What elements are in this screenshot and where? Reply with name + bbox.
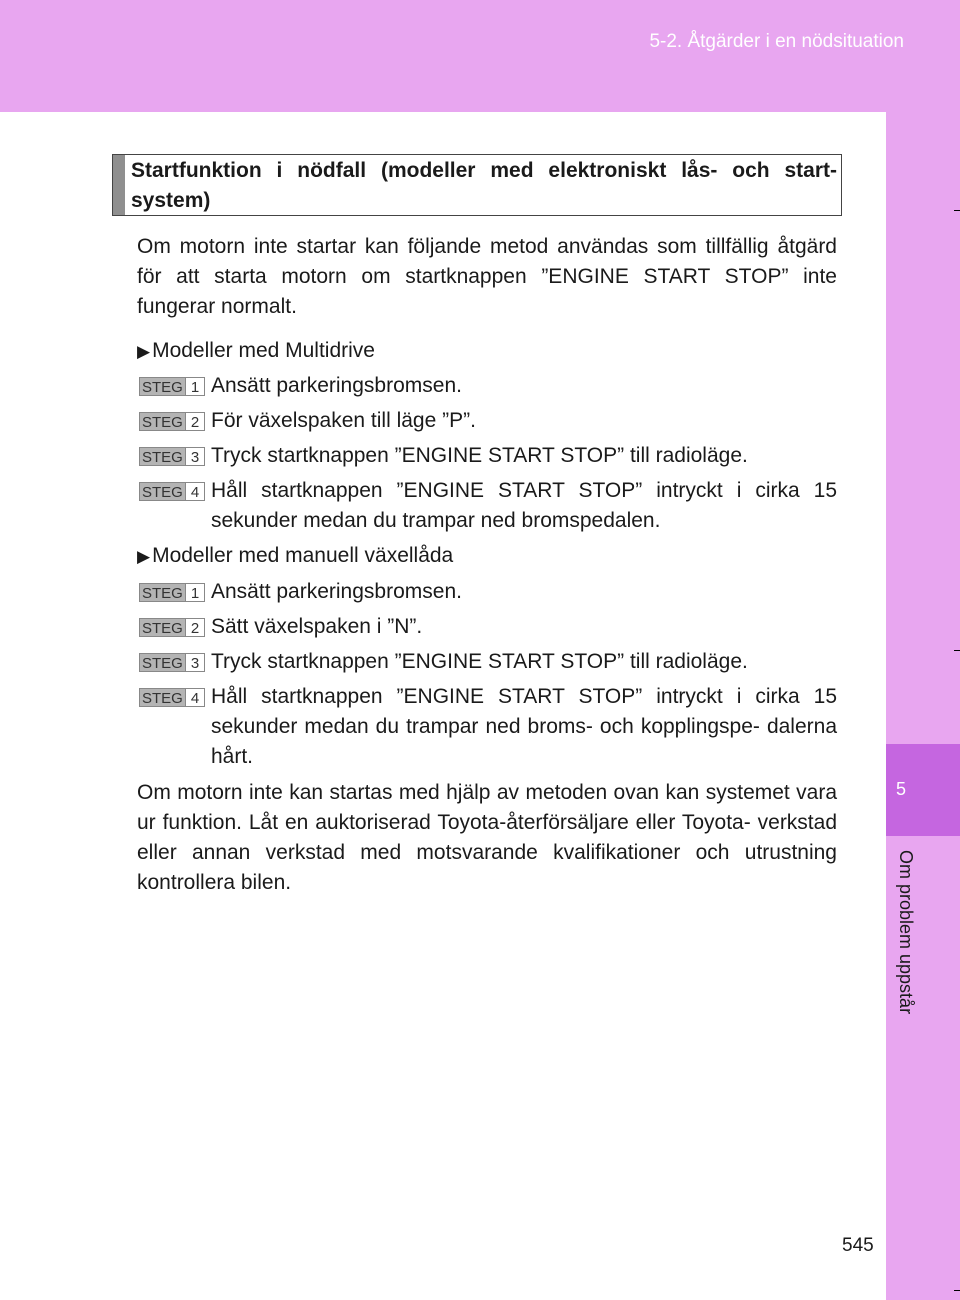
edge-tick	[954, 1290, 960, 1291]
step-number: 4	[186, 688, 205, 707]
subheading-manual	[137, 541, 453, 572]
page-number: 545	[842, 1235, 874, 1256]
step-text: Håll startknappen ”ENGINE START STOP” intryckt i cirka 15 sekunder medan du trampar ned bromspedalen.	[211, 479, 837, 532]
step-item	[137, 612, 837, 642]
step-badge	[139, 447, 205, 466]
triangle-bullet-icon: ▶	[137, 342, 151, 361]
step-label: STEG	[139, 377, 186, 396]
step-badge	[139, 618, 205, 637]
section-title: 5-2. Åtgärder i en nödsituation	[649, 31, 904, 52]
step-text: Tryck startknappen ”ENGINE START STOP” till radioläge.	[211, 650, 748, 673]
closing-paragraph-wrap	[137, 778, 837, 898]
subheading-multidrive	[137, 336, 375, 367]
step-badge	[139, 482, 205, 501]
step-badge	[139, 377, 205, 396]
edge-tick	[954, 210, 960, 211]
step-badge	[139, 412, 205, 431]
step-text: Sätt växelspaken i ”N”.	[211, 615, 423, 638]
chapter-number-tab	[886, 744, 960, 836]
triangle-bullet-icon: ▶	[137, 547, 151, 566]
intro-paragraph-wrap	[137, 232, 837, 322]
step-label: STEG	[139, 412, 186, 431]
section-heading-box	[112, 154, 842, 216]
subheading-text: Modeller med manuell växellåda	[152, 544, 454, 567]
chapter-title: Om problem uppstår	[896, 850, 916, 1015]
step-text: Ansätt parkeringsbromsen.	[211, 374, 462, 397]
step-item	[137, 476, 837, 536]
chapter-side-tab	[886, 112, 960, 1300]
step-text: För växelspaken till läge ”P”.	[211, 409, 476, 432]
step-item	[137, 371, 837, 401]
step-item	[137, 682, 837, 772]
step-text: Håll startknappen ”ENGINE START STOP” intryckt i cirka 15 sekunder medan du trampar ned broms- och kopplingspe- dalerna hårt.	[211, 685, 837, 768]
step-number: 2	[186, 412, 205, 431]
step-label: STEG	[139, 583, 186, 602]
step-number: 3	[186, 653, 205, 672]
step-label: STEG	[139, 618, 186, 637]
step-badge	[139, 688, 205, 707]
section-heading: Startfunktion i nödfall (modeller med elektroniskt lås- och start- system)	[131, 159, 837, 212]
step-item	[137, 647, 837, 677]
intro-paragraph: Om motorn inte startar kan följande metod användas som tillfällig åtgärd för att starta motorn om startknappen ”ENGINE START STOP” inte fungerar normalt.	[137, 235, 837, 318]
step-item	[137, 577, 837, 607]
page-header	[0, 0, 960, 112]
step-badge	[139, 583, 205, 602]
step-number: 3	[186, 447, 205, 466]
step-number: 1	[186, 377, 205, 396]
step-number: 2	[186, 618, 205, 637]
edge-tick	[954, 650, 960, 651]
step-text: Tryck startknappen ”ENGINE START STOP” till radioläge.	[211, 444, 748, 467]
step-label: STEG	[139, 653, 186, 672]
heading-accent-bar	[113, 155, 125, 215]
step-badge	[139, 653, 205, 672]
step-item	[137, 441, 837, 471]
step-number: 1	[186, 583, 205, 602]
closing-paragraph: Om motorn inte kan startas med hjälp av metoden ovan kan systemet vara ur funktion. Låt en auktoriserad Toyota-återförsäljare eller Toyota- verkstad eller annan verkstad med motsvarande kvalifikationer och utrustning kontrollera bilen.	[137, 781, 837, 894]
step-number: 4	[186, 482, 205, 501]
step-label: STEG	[139, 688, 186, 707]
chapter-number: 5	[896, 779, 907, 799]
subheading-text: Modeller med Multidrive	[152, 339, 375, 362]
step-text: Ansätt parkeringsbromsen.	[211, 580, 462, 603]
step-label: STEG	[139, 482, 186, 501]
step-item	[137, 406, 837, 436]
step-label: STEG	[139, 447, 186, 466]
